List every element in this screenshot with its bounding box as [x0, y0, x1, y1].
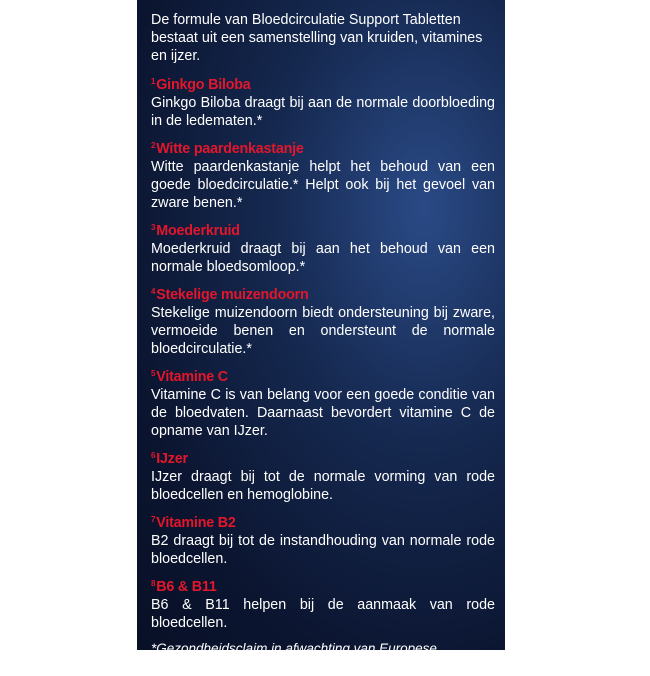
- ingredient-number: 6: [151, 451, 156, 460]
- ingredient-title: [151, 575, 495, 596]
- ingredient-title: [151, 137, 495, 158]
- ingredients-panel: [137, 0, 505, 674]
- ingredient-title: [151, 365, 495, 386]
- ingredient-vitamine-b2: [151, 511, 495, 568]
- ingredient-number: 8: [151, 579, 156, 588]
- ingredient-ginkgo-biloba: [151, 73, 495, 130]
- ingredient-description: B6 & B11 helpen bij de aanmaak van rode bloedcellen.: [151, 597, 495, 631]
- ingredient-number: 5: [151, 369, 156, 378]
- ingredient-description: Moederkruid draagt bij aan het behoud van een normale bloedsomloop.*: [151, 241, 495, 275]
- intro-text: De formule van Bloedcirculatie Support Tabletten bestaat uit een samenstelling van kruiden, vitamines en ijzer.: [151, 12, 483, 64]
- ingredient-number: 2: [151, 141, 156, 150]
- health-claim-footnote: *Gezondheidsclaim in afwachting van Europese toelating.: [151, 641, 437, 674]
- ingredient-number: 3: [151, 223, 156, 232]
- ingredient-ijzer: [151, 447, 495, 504]
- ingredient-vitamine-c: [151, 365, 495, 440]
- ingredients-content: [151, 11, 495, 676]
- ingredient-name: Stekelige muizendoorn: [156, 287, 309, 303]
- ingredient-name: Moederkruid: [156, 223, 240, 239]
- ingredient-b6-b11: [151, 575, 495, 632]
- ingredient-name: Ginkgo Biloba: [156, 77, 251, 93]
- ingredient-title: [151, 219, 495, 240]
- ingredient-description: IJzer draagt bij tot de normale vorming van rode bloedcellen en hemoglobine.: [151, 469, 495, 503]
- ingredient-name: B6 & B11: [156, 579, 217, 595]
- ingredient-title: [151, 447, 495, 468]
- ingredient-number: 4: [151, 287, 156, 296]
- ingredient-description: Vitamine C is van belang voor een goede conditie van de bloedvaten. Daarnaast bevordert vitamine C de opname van IJzer.: [151, 387, 495, 439]
- ingredient-moederkruid: [151, 219, 495, 276]
- ingredient-number: 7: [151, 515, 156, 524]
- ingredient-name: IJzer: [156, 451, 188, 467]
- ingredient-title: [151, 511, 495, 532]
- ingredient-number: 1: [151, 77, 156, 86]
- ingredient-name: Vitamine C: [156, 369, 228, 385]
- ingredient-description: Ginkgo Biloba draagt bij aan de normale doorbloeding in de ledematen.*: [151, 95, 495, 129]
- ingredient-title: [151, 283, 495, 304]
- ingredient-description: Witte paardenkastanje helpt het behoud van een goede bloedcirculatie.* Helpt ook bij het gevoel van zware benen.*: [151, 159, 495, 211]
- ingredient-name: Vitamine B2: [156, 515, 236, 531]
- ingredient-name: Witte paardenkastanje: [156, 141, 304, 157]
- ingredient-witte-paardenkastanje: [151, 137, 495, 212]
- ingredient-stekelige-muizendoorn: [151, 283, 495, 358]
- ingredient-description: Stekelige muizendoorn biedt ondersteuning bij zware, vermoeide benen en ondersteunt de normale bloedcirculatie.*: [151, 305, 495, 357]
- ingredient-description: B2 draagt bij tot de instandhouding van normale rode bloedcellen.: [151, 533, 495, 567]
- ingredient-title: [151, 73, 495, 94]
